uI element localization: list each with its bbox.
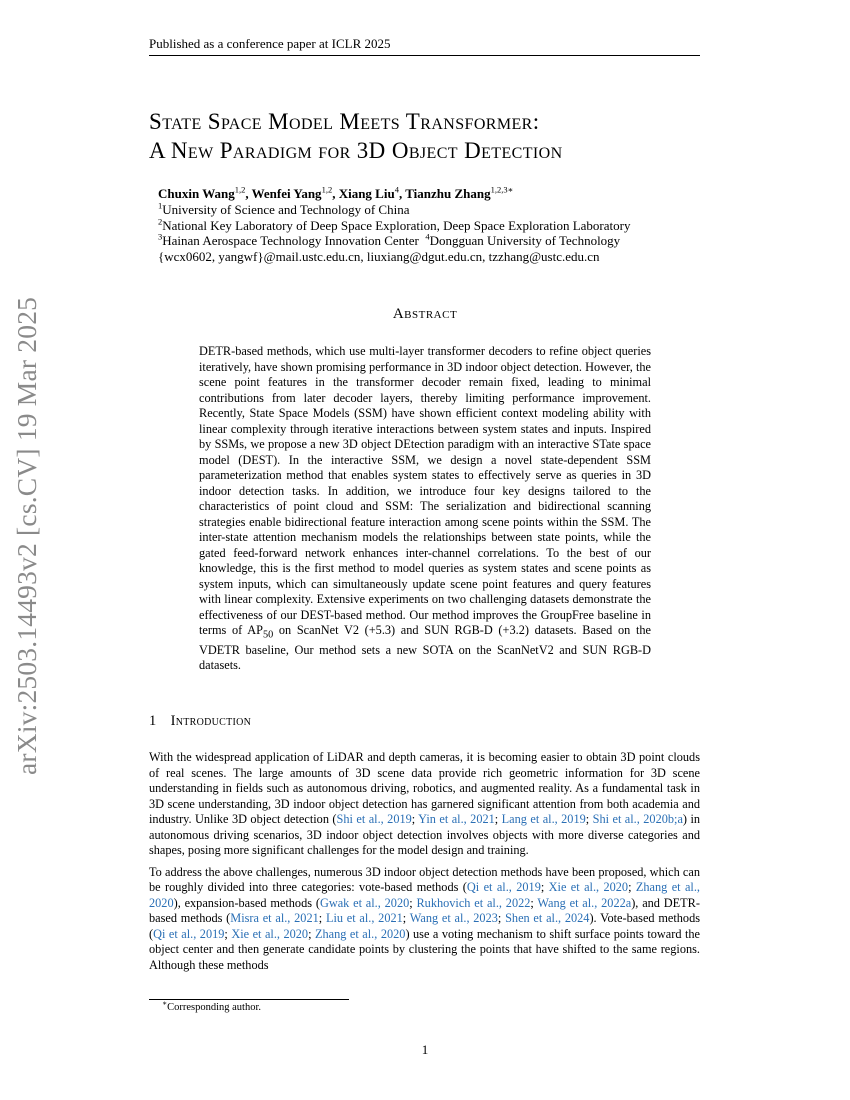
conference-header: Published as a conference paper at ICLR 2025 — [149, 36, 700, 56]
citation-link[interactable]: Zhang et al., 2020 — [149, 880, 700, 910]
citation-link[interactable]: Shi et al., 2020b;a — [592, 812, 683, 826]
author-sep: , — [245, 186, 252, 201]
citation-link[interactable]: Zhang et al., 2020 — [315, 926, 406, 941]
paragraph: With the widespread application of LiDAR and depth cameras, it is becoming easier to obtain 3D point clouds of real scenes. The large amounts of 3D scene data provide rich geometric information for 3D scene understanding in fields such as autonomous driving, robotics, and augmented reality. As a fundamental task in 3D scene understanding, 3D indoor object detection has garnered significant attention from both academia and industry. Unlike 3D object detection (Shi et al., 2019; Yin et al., 2021; Lang et al., 2019; Shi et al., 2020b;a) in autonomous driving scenarios, 3D indoor object detection involves objects with more diverse categories and shapes, posing more significant challenges for the model design and training. — [149, 750, 701, 857]
section-title: Introduction — [170, 713, 252, 729]
author-name: Chuxin Wang — [158, 186, 235, 201]
introduction-body — [149, 750, 700, 979]
author-name: Wenfei Yang — [251, 186, 322, 201]
citation-link[interactable]: Misra et al., 2021 — [230, 911, 319, 925]
paragraph: To address the above challenges, numerous 3D indoor object detection methods have been proposed, which can be roughly divided into three categories: vote-based methods (Qi et al., 2019; Xie et al., 2020; Zhang et al., 2020), expansion-based methods (Gwak et al., 2020; Rukhovich et al., 2022; Wang et al., 2022a), and DETR-based methods (Misra et al., 2021; Liu et al., 2021; Wang et al., 2023; Shen et al., 2024). Vote-based methods (Qi et al., 2019; Xie et al., 2020; Zhang et al., 2020) use a voting mechanism to shift surface points toward the object center and then generate candidate points by clustering the points that have shifted to the same regions. Although these methods — [149, 864, 700, 972]
author-affil-mark: 4 — [394, 184, 399, 195]
author-emails[interactable]: {wcx0602, yangwf}@mail.ustc.edu.cn, liuxiang@dgut.edu.cn, tzzhang@ustc.edu.cn — [158, 249, 600, 265]
footnote-rule — [149, 999, 349, 1000]
footnote: ∗Corresponding author. — [162, 998, 262, 1013]
citation-link[interactable]: Xie et al., 2020 — [548, 880, 629, 894]
citation-link[interactable]: Xie et al., 2020 — [231, 926, 309, 941]
author-affil-mark: 1,2,3∗ — [490, 184, 514, 195]
affiliation-3-4: $^3$Hainan Aerospace Technology Innovation Center $^4$Dongguan University of Technology — [158, 232, 621, 249]
citation-link[interactable]: Yin et al., 2021 — [418, 812, 495, 826]
ap-subscript: 50 — [262, 629, 274, 641]
title-line-2: A New Paradigm for 3D Object Detection — [149, 138, 563, 163]
author-block — [158, 186, 718, 265]
abstract-heading: Abstract — [392, 306, 458, 322]
citation-link[interactable]: Wang et al., 2023 — [409, 911, 498, 925]
citation-link[interactable]: Lang et al., 2019 — [501, 812, 586, 826]
abstract-text: DETR-based methods, which use multi-layer transformer decoders to refine object queries iteratively, have shown promising performance in 3D indoor object detection. However, the scene point features in the transformer decoder remain fixed, leading to minimal contributions from later decoder layers, thereby limiting performance improvement. Recently, State Space Models (SSM) have shown efficient context modeling ability with linear complexity through iterative interactions between system states and inputs. Inspired by SSMs, we propose a new 3D object DEtection paradigm with an interactive STate space model (DEST). In the interactive SSM, we design a novel state-dependent SSM parameterization method that enables system states to effectively serve as queries in 3D indoor detection tasks. In addition, we introduce four key designs tailored to the characteristics of point cloud and SSM: The serialization and bidirectional scanning strategies enable bidirectional feature interaction among scene points within the SSM. The inter-state attention mechanism models the relationships between state points, while the gated feed-forward network enhances inter-channel correlations. To the best of our knowledge, this is the first method to model queries as system states and scene points as system inputs, which can simultaneously update scene point features and query features with linear complexity. Extensive experiments on two challenging datasets demonstrate the effectiveness of our DEST-based method. Our method improves the GroupFree baseline in terms of $AP_{50}$ on ScanNet V2 (+5.3) and SUN RGB-D (+3.2) datasets. Based on the VDETR baseline, Our method sets a new SOTA on the ScanNetV2 and SUN RGB-D datasets. — [199, 344, 651, 673]
author-sep: , — [398, 186, 406, 201]
author-affil-mark: 1,2 — [234, 184, 246, 195]
author-names — [158, 186, 718, 202]
title-line-1: State Space Model Meets Transformer: — [149, 109, 540, 134]
author-sep: , — [332, 186, 339, 201]
affiliation-1: $^1$University of Science and Technology of China — [158, 200, 410, 217]
author-name: Tianzhu Zhang — [405, 186, 491, 201]
citation-link[interactable]: Shen et al., 2024 — [505, 911, 590, 925]
citation-link[interactable]: Gwak et al., 2020 — [319, 895, 410, 910]
paper-title — [149, 107, 749, 165]
citation-link[interactable]: Rukhovich et al., 2022 — [416, 895, 531, 910]
footnote-mark: ∗ — [162, 998, 168, 1008]
author-name: Xiang Liu — [338, 186, 395, 201]
section-heading — [149, 713, 251, 730]
affiliation-2: $^2$National Key Laboratory of Deep Space Exploration, Deep Space Exploration Laboratory — [158, 216, 631, 233]
citation-link[interactable]: Shi et al., 2019 — [336, 812, 412, 826]
citation-link[interactable]: Qi et al., 2019 — [153, 926, 225, 941]
page-number: 1 — [421, 1042, 429, 1057]
citation-link[interactable]: Wang et al., 2022a — [537, 895, 632, 910]
citation-link[interactable]: Liu et al., 2021 — [325, 911, 403, 925]
author-affil-mark: 1,2 — [321, 184, 333, 195]
arxiv-stamp[interactable]: arXiv:2503.14493v2 [cs.CV] 19 Mar 2025 — [11, 296, 42, 775]
section-number: 1 — [149, 713, 157, 729]
citation-link[interactable]: Qi et al., 2019 — [466, 880, 541, 894]
